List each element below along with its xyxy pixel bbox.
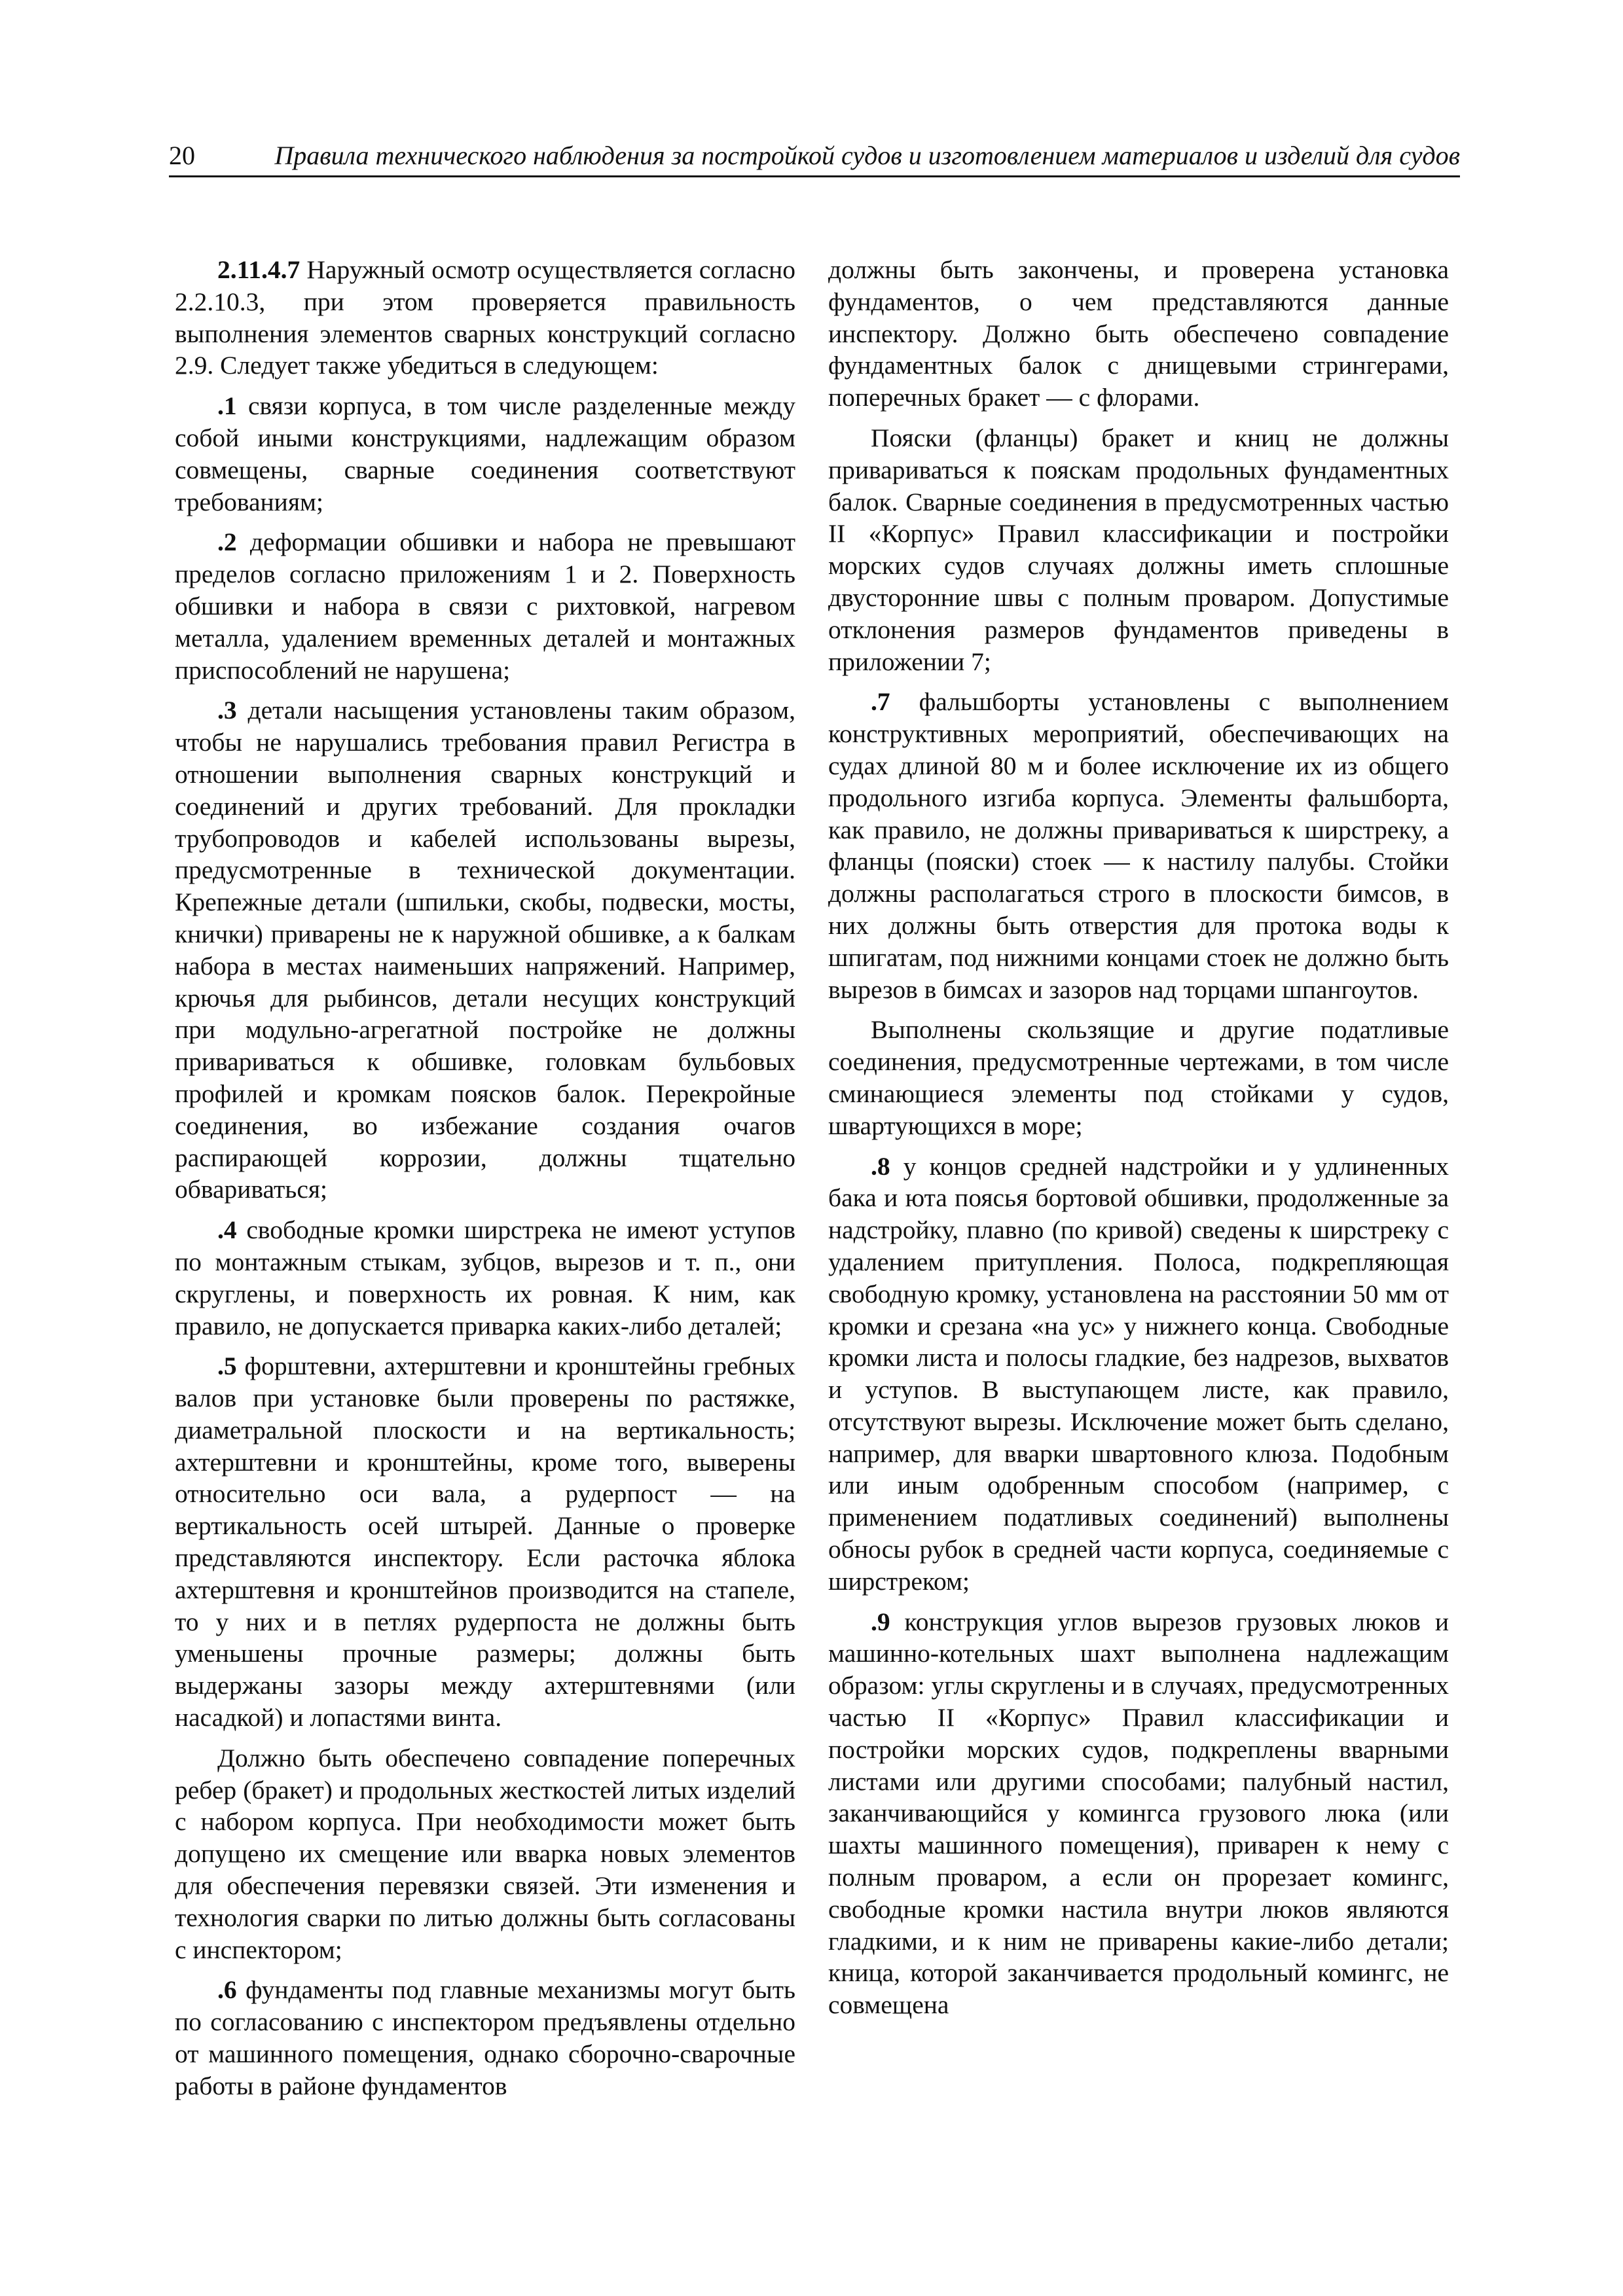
- paragraph-text: Пояски (фланцы) бракет и книц не должны привариваться к пояскам продольных фундаментных балок. Сварные соединения в предусмотренных частью II «Корпус» Правил классификации и постройки морских судов случаях должны иметь сплошные двусторонние швы с полным проваром. Допустимые отклонения размеров фундаментов приведены в приложении 7;: [828, 423, 1449, 676]
- paragraph-text: деформации обшивки и набора не превышают пределов согласно приложениям 1 и 2. Поверхность обшивки и набора в связи с рихтовкой, нагревом металла, удалением временных деталей и монтажных приспособлений не нарушена;: [175, 528, 795, 685]
- page-number: 20: [169, 141, 195, 170]
- paragraph-2-11-4-7: [175, 254, 795, 382]
- item-number: .5: [217, 1352, 237, 1381]
- paragraph-text: форштевни, ахтерштевни и кронштейны гребных валов при установке были проверены по растяжке, диаметральной плоскости и на вертикальность; ахтерштевни и кронштейны, кроме того, выверены относительно оси вала, а рудерпост — на вертикальность осей штырей. Данные о проверке представляются инспектору. Если расточка яблока ахтерштевня и кронштейнов производится на стапеле, то у них и в петлях рудерпоста не должны быть уменьшены прочные размеры; должны быть выдержаны зазоры между ахтерштевнями (или насадкой) и лопастями винта.: [175, 1352, 795, 1732]
- paragraph-item-7: [828, 686, 1449, 1005]
- item-number: .3: [217, 696, 237, 725]
- paragraph-item-5: [175, 1350, 795, 1734]
- paragraph-text: фундаменты под главные механизмы могут быть по согласованию с инспектором предъявлены отдельно от машинного помещения, однако сборочно-сварочные работы в районе фундаментов: [175, 1975, 795, 2100]
- header-divider: [169, 175, 1460, 177]
- paragraph-text: конструкция углов вырезов грузовых люков и машинно-котельных шахт выполнена надлежащим образом: углы скруглены и в случаях, предусмотренных частью II «Корпус» Правил классификации и постройки морских судов, подкреплены вварными листами или другими способами; палубный настил, заканчивающийся у комингса грузового люка (или шахты машинного помещения), приварен к нему с полным проваром, а если он прорезает комингс, свободные кромки настила внутри люков являются гладкими, и к ним не приварены какие-либо детали; кница, которой заканчивается продольный комингс, не совмещена: [828, 1607, 1449, 2020]
- item-number: .1: [217, 391, 237, 421]
- paragraph-text: связи корпуса, в том числе разделенные между собой иными конструкциями, надлежащим образом совмещены, сварные соединения соответствуют требованиям;: [175, 391, 795, 516]
- left-column: [175, 254, 795, 2111]
- item-number: .7: [871, 687, 890, 717]
- paragraph-text: Наружный осмотр осуществляется согласно 2.2.10.3, при этом проверяется правильность выполнения элементов сварных конструкций согласно 2.9. Следует также убедиться в следующем:: [175, 255, 795, 380]
- paragraph-text: Выполнены скользящие и другие податливые соединения, предусмотренные чертежами, в том числе сминающиеся элементы под стойками у судов, швартующихся в море;: [828, 1015, 1449, 1140]
- item-number: .8: [871, 1151, 890, 1181]
- paragraph-text: у концов средней надстройки и у удлиненных бака и юта поясья бортовой обшивки, продолженные за надстройку, плавно (по кривой) сведены к ширстреку с удалением притупления. Полоса, подкрепляющая свободную кромку, установлена на расстоянии 50 мм от кромки и срезана «на ус» у нижнего конца. Свободные кромки листа и полосы гладкие, без надрезов, выхватов и уступов. В выступающем листе, как правило, отсутствуют вырезы. Исключение может быть сделано, например, для вварки швартовного клюза. Подобным или иным одобренным способом (например, с применением податливых соединений) выполнены обносы рубок в средней части корпуса, соединяемые с ширстреком;: [828, 1151, 1449, 1596]
- paragraph-item-6: [175, 1974, 795, 2102]
- paragraph-item-9: [828, 1606, 1449, 2021]
- paragraph-item-1: [175, 390, 795, 518]
- paragraph-text: Должно быть обеспечено совпадение поперечных ребер (бракет) и продольных жесткостей литых изделий с набором корпуса. При необходимости может быть допущено их смещение или вварка новых элементов для обеспечения перевязки связей. Эти изменения и технология сварки по литью должны быть согласованы с инспектором;: [175, 1743, 795, 1964]
- paragraph-sliding-joints: [828, 1014, 1449, 1141]
- item-number: .2: [217, 528, 237, 557]
- paragraph-item-6-continued: [828, 254, 1449, 414]
- paragraph-castings-alignment: [175, 1742, 795, 1966]
- item-number: .4: [217, 1215, 237, 1245]
- paragraph-text: свободные кромки ширстрека не имеют уступов по монтажным стыкам, зубцов, вырезов и т. п., они скруглены, и поверхность их ровная. К ним, как правило, не допускается приварка каких-либо деталей;: [175, 1215, 795, 1340]
- paragraph-item-2: [175, 526, 795, 686]
- paragraph-text: должны быть закончены, и проверена установка фундаментов, о чем представляются данные инспектору. Должно быть обеспечено совпадение фундаментных балок с днищевыми стрингерами, поперечных бракет — с флорами.: [828, 255, 1449, 412]
- paragraph-text: детали насыщения установлены таким образом, чтобы не нарушались требования правил Регистра в отношении выполнения сварных конструкций и соединений и других требований. Для прокладки трубопроводов и кабелей использованы вырезы, предусмотренные в технической документации. Крепежные детали (шпильки, скобы, подвески, мосты, кнички) приварены не к наружной обшивке, а к балкам набора в местах наименьших напряжений. Например, крючья для рыбинсов, детали несущих конструкций при модульно-агрегатной постройке не должны привариваться к обшивке, головкам бульбовых профилей и кромкам поясков балок. Перекройные соединения, во избежание создания очагов распирающей коррозии, должны тщательно обвариваться;: [175, 696, 795, 1204]
- paragraph-item-4: [175, 1214, 795, 1342]
- paragraph-bracket-flanges: [828, 422, 1449, 677]
- paragraph-item-3: [175, 694, 795, 1206]
- paragraph-text: фальшборты установлены с выполнением конструктивных мероприятий, обеспечивающих на судах длиной 80 м и более исключение их из общего продольного изгиба корпуса. Элементы фальшборта, как правило, не должны привариваться к ширстреку, а фланцы (пояски) стоек — к настилу палубы. Стойки должны располагаться строго в плоскости бимсов, в них должны быть отверстия для протока воды к шпигатам, под нижними концами стоек не должно быть вырезов в бимсах и зазоров над торцами шпангоутов.: [828, 687, 1449, 1004]
- clause-number: 2.11.4.7: [217, 255, 301, 284]
- right-column: [828, 254, 1449, 2030]
- item-number: .9: [871, 1607, 890, 1636]
- paragraph-item-8: [828, 1151, 1449, 1598]
- running-header-title: Правила технического наблюдения за постройкой судов и изготовлением материалов и изделий для судов: [274, 141, 1460, 170]
- item-number: .6: [217, 1975, 237, 2005]
